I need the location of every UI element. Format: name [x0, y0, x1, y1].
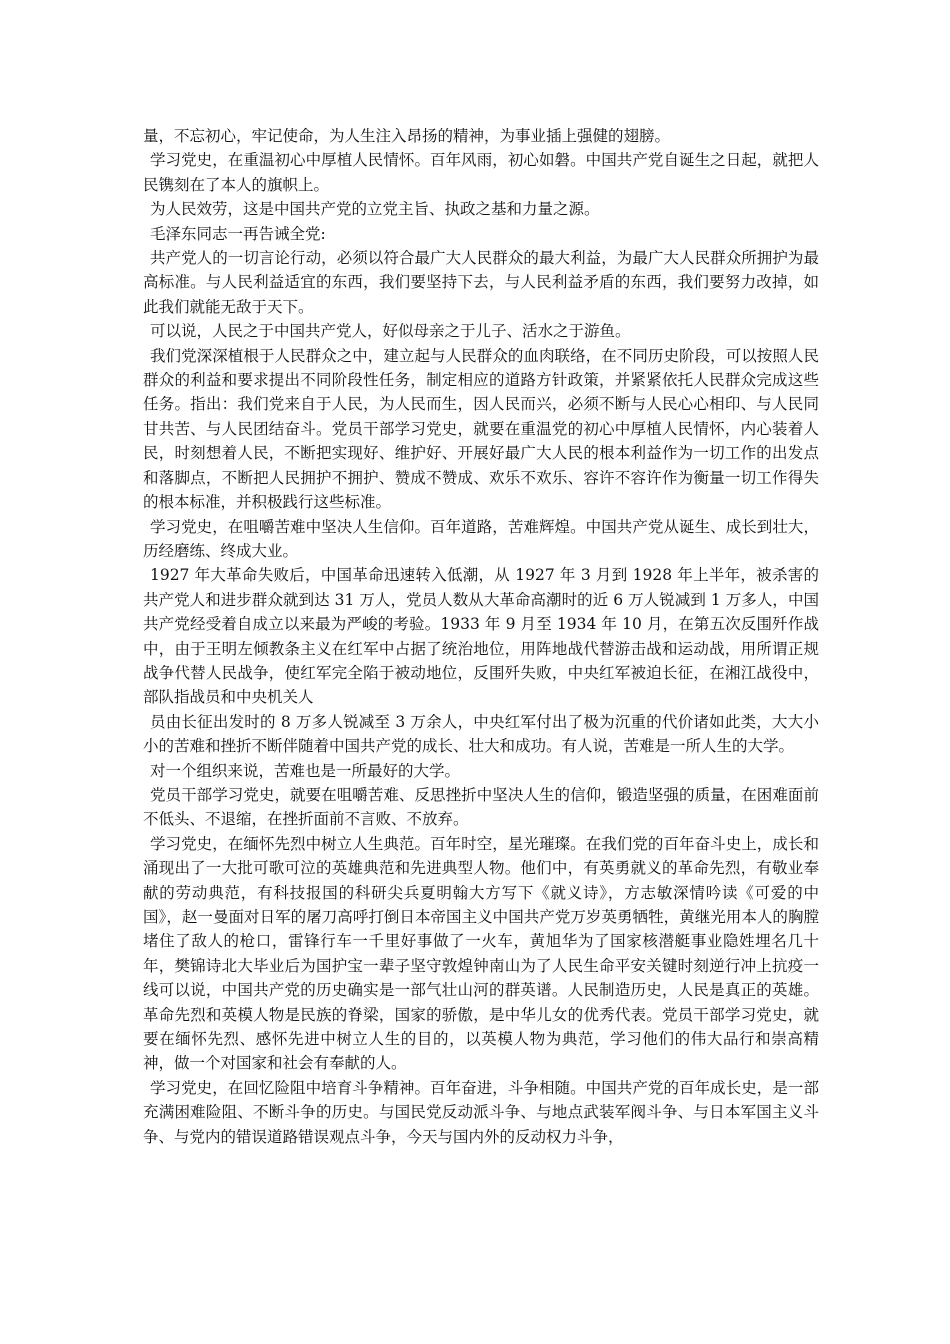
document-page — [143, 124, 819, 1149]
paragraph-13: 学习党史，在缅怀先烈中树立人生典范。百年时空，星光璀璨。在我们党的百年奋斗史上，成长和涌现出了一大批可歌可泣的英雄典范和先进典型人物。他们中，有英勇就义的革命先烈，有敬业奉献的劳动典范，有科技报国的科研尖兵夏明翰大方写下《就义诗》，方志敏深情吟读《可爱的中国》，赵一曼面对日军的屠刀高呼打倒日本帝国主义中国共产党万岁英勇牺牲，黄继光用本人的胸膛堵住了敌人的枪口，雷锋行车一千里好事做了一火车，黄旭华为了国家核潜艇事业隐姓埋名几十年，樊锦诗北大毕业后为国护宝一辈子坚守敦煌钟南山为了人民生命平安关键时刻逆行冲上抗疫一线可以说，中国共产党的历史确实是一部气壮山河的群英谱。人民制造历史，人民是真正的英雄。革命先烈和英模人物是民族的脊梁，国家的骄傲，是中华儿女的优秀代表。党员干部学习党史，就要在缅怀先烈、感怀先进中树立人生的目的，以英模人物为典范，学习他们的伟大品行和崇高精神，做一个对国家和社会有奉献的人。 — [143, 834, 819, 1073]
paragraph-1: 量，不忘初心，牢记使命，为人生注入昂扬的精神，为事业插上强健的翅膀。 — [143, 127, 671, 145]
paragraph-9: 1927 年大革命失败后，中国革命迅速转入低潮，从 1927 年 3 月到 1928 年上半年，被杀害的共产党人和进步群众就到达 31 万人，党员人数从大革命高潮时的近 6 万人锐减到 1 万多人，中国共产党经受着自成立以来最为严峻的考验。1933 年 9 月至 1934 年 10 月，在第五次反围歼作战中，由于王明左倾教条主义在红军中占据了统治地位，用阵地战代替游击战和运动战，用所谓正规战争代替人民战争，使红军完全陷于被动地位，反围歼失败，中央红军被迫长征，在湘江战役中，部队指战员和中央机关人 — [143, 566, 819, 707]
paragraph-8: 学习党史，在咀嚼苦难中坚决人生信仰。百年道路，苦难辉煌。中国共产党从诞生、成长到壮大，历经磨练、终成大业。 — [143, 517, 819, 560]
paragraph-4: 毛泽东同志一再告诫全党: — [149, 224, 326, 243]
paragraph-3: 为人民效劳，这是中国共产党的立党主旨、执政之基和力量之源。 — [149, 200, 600, 219]
paragraph-12: 党员干部学习党史，就要在咀嚼苦难、反思挫折中坚决人生的信仰，锻造坚强的质量，在困难面前不低头、不退缩，在挫折面前不言败、不放弃。 — [143, 785, 819, 829]
paragraph-2: 学习党史，在重温初心中厚植人民情怀。百年风雨，初心如磐。中国共产党自诞生之日起，就把人民镌刻在了本人的旗帜上。 — [143, 151, 819, 194]
paragraph-5: 共产党人的一切言论行动，必须以符合最广大人民群众的最大利益，为最广大人民群众所拥护为最高标准。与人民利益适宜的东西，我们要坚持下去，与人民利益矛盾的东西，我们要努力改掉，如此我们就能无敌于天下。 — [143, 249, 819, 316]
paragraph-6: 可以说，人民之于中国共产党人，好似母亲之于儿子、活水之于游鱼。 — [149, 322, 631, 341]
paragraph-10: 员由长征出发时的 8 万多人锐减至 3 万余人，中央红军付出了极为沉重的代价诸如此类，大大小小的苦难和挫折不断伴随着中国共产党的成长、壮大和成功。有人说，苦难是一所人生的大学。 — [143, 712, 819, 756]
paragraph-7: 我们党深深植根于人民群众之中，建立起与人民群众的血肉联络，在不同历史阶段，可以按照人民群众的利益和要求提出不同阶段性任务，制定相应的道路方针政策，并紧紧依托人民群众完成这些任务。指出：我们党来自于人民，为人民而生，因人民而兴，必须不断与人民心心相印、与人民同甘共苦、与人民团结奋斗。党员干部学习党史，就要在重温党的初心中厚植人民情怀，内心装着人民，时刻想着人民，不断把实现好、维护好、开展好最广大人民的根本利益作为一切工作的出发点和落脚点，不断把人民拥护不拥护、赞成不赞成、欢乐不欢乐、容许不容许作为衡量一切工作得失的根本标准，并积极践行这些标准。 — [143, 346, 819, 512]
paragraph-14: 学习党史，在回忆险阻中培育斗争精神。百年奋进，斗争相随。中国共产党的百年成长史，是一部充满困难险阻、不断斗争的历史。与国民党反动派斗争、与地点武装军阀斗争、与日本军国主义斗争、与党内的错误道路错误观点斗争，今天与国内外的反动权力斗争， — [143, 1078, 819, 1146]
paragraph-11: 对一个组织来说，苦难也是一所最好的大学。 — [149, 761, 460, 780]
